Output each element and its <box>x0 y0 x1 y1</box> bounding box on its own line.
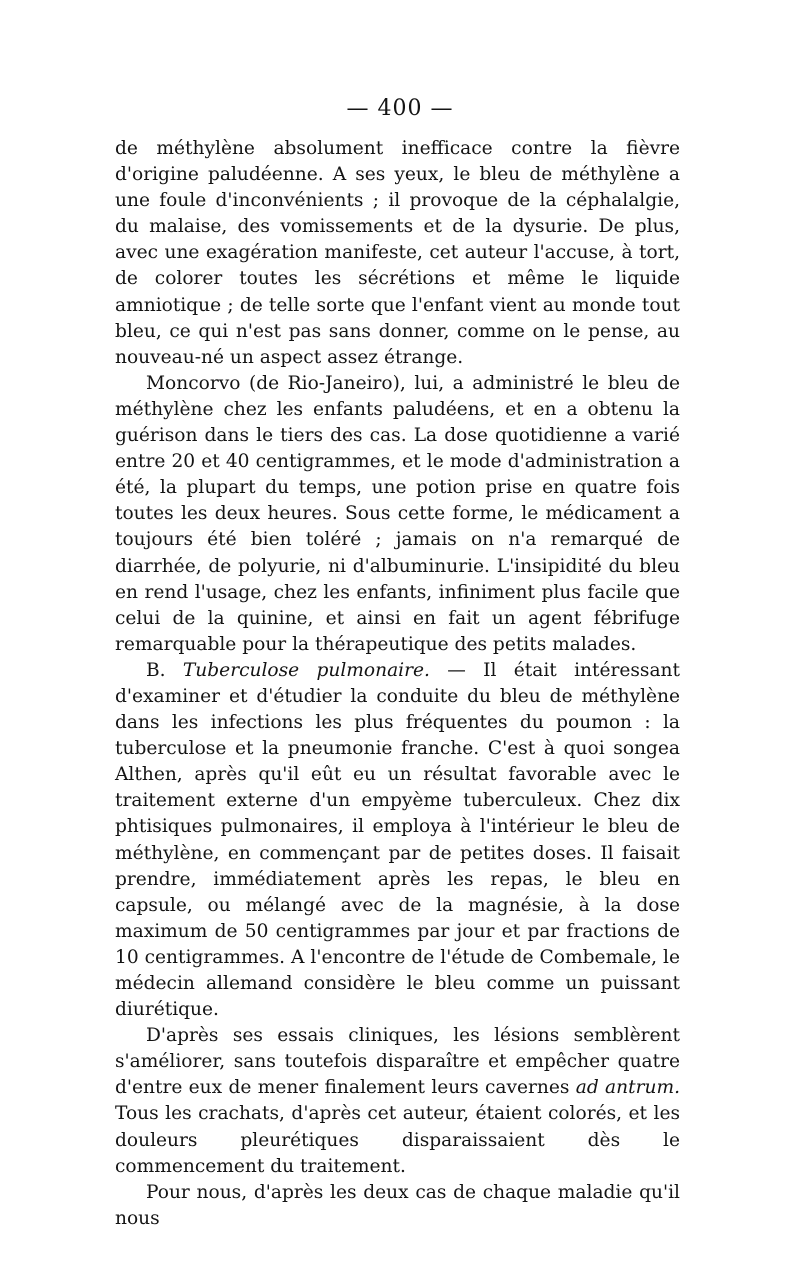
text-segment: Pour nous, d'après les deux cas de chaque maladie qu'il nous <box>115 1181 680 1229</box>
latin-phrase: ad antrum. <box>575 1077 680 1099</box>
section-letter: B. <box>146 659 183 681</box>
paragraph-final <box>115 1180 680 1232</box>
paragraph-tuberculose <box>115 658 680 1023</box>
body-text <box>115 136 680 1232</box>
text-segment: de méthylène absolument inefficace contre la fièvre d'origine paludéenne. A ses yeux, le bleu de méthylène a une foule d'inconvénients ; il provoque de la céphalalgie, du malaise, des vomissements et de la dysurie. De plus, avec une exagération manifeste, cet auteur l'accuse, à tort, de colorer toutes les sécrétions et même le liquide amniotique ; de telle sorte que l'enfant vient au monde tout bleu, ce qui n'est pas sans donner, comme on le pense, au nouveau-né un aspect assez étrange. <box>115 138 680 368</box>
paragraph-essais <box>115 1023 680 1180</box>
page-number: — 400 — <box>346 96 454 121</box>
text-segment: Tous les crachats, d'après cet auteur, étaient colorés, et les douleurs pleurétiques disparaissaient dès le commencement du traitement. <box>115 1103 680 1177</box>
paragraph-continuation <box>115 136 680 371</box>
paragraph-moncorvo <box>115 371 680 658</box>
section-heading: Tuberculose pulmonaire. <box>182 659 430 681</box>
text-segment: — Il était intéressant d'examiner et d'étudier la conduite du bleu de méthylène dans les infections les plus fréquentes du poumon : la tuberculose et la pneumonie franche. C'est à quoi songea Althen, après qu'il eût eu un résultat favorable avec le traitement externe d'un empyème tuberculeux. Chez dix phtisiques pulmonaires, il employa à l'intérieur le bleu de méthylène, en commençant par de petites doses. Il faisait prendre, immédiatement après les repas, le bleu en capsule, ou mélangé avec de la magnésie, à la dose maximum de 50 centigrammes par jour et par fractions de 10 centigrammes. A l'encontre de l'étude de Combemale, le médecin allemand considère le bleu comme un puissant diurétique. <box>115 659 680 1021</box>
text-segment: D'après ses essais cliniques, les lésions semblèrent s'améliorer, sans toutefois disparaître et empêcher quatre d'entre eux de mener finalement leurs cavernes <box>115 1025 680 1099</box>
text-segment: Moncorvo (de Rio-Janeiro), lui, a administré le bleu de méthylène chez les enfants paludéens, et en a obtenu la guérison dans le tiers des cas. La dose quotidienne a varié entre 20 et 40 centigrammes, et le mode d'administration a été, la plupart du temps, une potion prise en quatre fois toutes les deux heures. Sous cette forme, le médicament a toujours été bien toléré ; jamais on n'a remarqué de diarrhée, de polyurie, ni d'albuminurie. L'insipidité du bleu en rend l'usage, chez les enfants, infiniment plus facile que celui de la quinine, et ainsi en fait un agent fébrifuge remarquable pour la thérapeutique des petits malades. <box>115 372 680 655</box>
